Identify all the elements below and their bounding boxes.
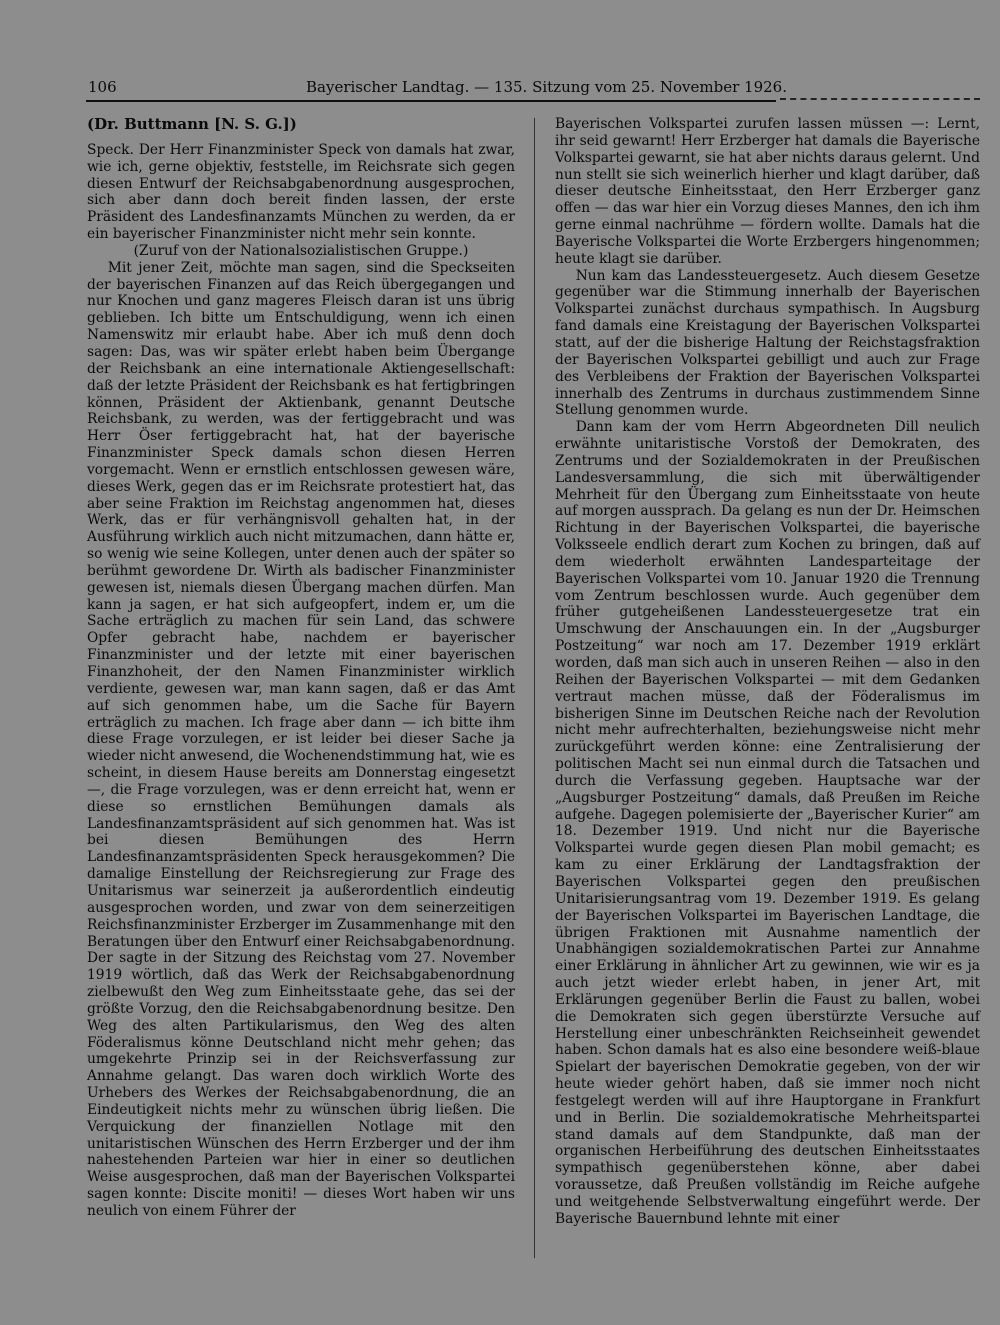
interjection: (Zuruf von der Nationalsozialistischen Gruppe.) [133, 242, 469, 259]
speaker-label: (Dr. Buttmann [N. S. G.]) [87, 115, 297, 133]
column-divider [534, 118, 535, 1258]
paragraph: Speck. Der Herr Finanzminister Speck von damals hat zwar, wie ich, gerne objektiv, feststelle, im Reichsrate sich gegen diesen Entwurf der Reichsabgabenordnung ausgesprochen, sich aber dann doch bereit finden lassen, der erste Präsident des Landesfinanzamts München zu werden, da er ein bayerischer Finanzminister nicht mehr sein konnte. [87, 141, 515, 243]
paragraph: Bayerischen Volkspartei zurufen lassen müssen —: Lernt, ihr seid gewarnt! Herr Erzberger hat damals die Bayerische Volkspartei gewarnt, sie hat aber nichts daraus gelernt. Und nun stellt sie sich weinerlich hierher und klagt darüber, daß dieser deutsche Einheitsstaat, den Herr Erzberger ganz offen — das war hier ein Vorzug dieses Mannes, den ich ihm gerne einmal nachrühme — fördern wollte. Damals hat die Bayerische Volkspartei die Worte Erzbergers hingenommen; heute klagt sie darüber. [555, 116, 981, 267]
paragraph: Nun kam das Landessteuergesetz. Auch diesem Gesetze gegenüber war die Stimmung innerhalb der Bayerischen Volkspartei zunächst durchaus sympathisch. In Augsburg fand damals eine Kreistagung der Bayerischen Volkspartei statt, auf der die bisherige Haltung der Reichstagsfraktion der Bayerischen Volkspartei gebilligt und auch zur Frage des Verbleibens der Fraktion der Bayerischen Volkspartei innerhalb des Zentrums in durchaus zustimmendem Sinne Stellung genommen wurde. [555, 267, 980, 419]
left-column [87, 116, 515, 1220]
paragraph: Dann kam der vom Herrn Abgeordneten Dill neulich erwähnte unitaristische Vorstoß der Demokraten, des Zentrums und der Sozialdemokraten in der Preußischen Landesversammlung, die sich mit überwältigender Mehrheit für den Übergang zum Einheitsstaate von heute auf morgen aussprach. Da gelang es nun der Dr. Heimschen Richtung in der Bayerischen Volkspartei, die bayerische Volksseele endlich derart zum Kochen zu bringen, daß auf dem wiederholt erwähnten Landesparteitage der Bayerischen Volkspartei vom 10. Januar 1920 die Trennung vom Zentrum beschlossen wurde. Auch gegenüber dem früher gutgeheißenen Landessteuergesetze trat ein Umschwung der Anschauungen ein. In der „Augsburger Postzeitung“ war noch am 17. Dezember 1919 erklärt worden, daß man sich auch in unseren Reihen — also in den Reihen der Bayerischen Volkspartei — mit dem Gedanken vertraut machen müsse, daß der Föderalismus im bisherigen Sinne im Deutschen Reiche nach der Revolution nicht mehr aufrechterhalten, beziehungsweise nicht mehr zurückgeführt werden könne: eine Zentralisierung der politischen Macht sei nun einmal durch die Tatsachen und durch die Verfassung gegeben. Hauptsache war der „Augsburger Postzeitung“ damals, daß Preußen im Reiche aufgehe. Dagegen polemisierte der „Bayerischer Kurier“ am 18. Dezember 1919. Und nicht nur die Bayerische Volkspartei wurde gegen diesen Plan mobil gemacht; es kam zu einer Erklärung der Landtagsfraktion der Bayerischen Volkspartei gegen den preußischen Unitarisierungsantrag vom 19. Dezember 1919. Es gelang der Bayerischen Volkspartei im Bayerischen Landtage, die übrigen Fraktionen mit Ausnahme namentlich der Unabhängigen sozialdemokratischen Partei zur Annahme einer Erklärung in ähnlicher Art zu gewinnen, wie wir es ja auch jetzt wieder erlebt haben, in jener Art, mit Erklärungen gegenüber Berlin die Faust zu ballen, wobei die Demokraten sich gegen überstürzte Versuche auf Herstellung einer unbeschränkten Reichseinheit gewendet haben. Schon damals hat es also eine besondere weiß-blaue Spielart der bayerischen Demokratie gegeben, von der wir heute wieder gehört haben, daß sie immer noch nicht festgelegt werden will auf ihre Hauptorgane in Frankfurt und in Berlin. Die sozialdemokratische Mehrheitspartei stand damals auf dem Standpunkte, daß man der organischen Herbeiführung des deutschen Einheitsstaates sympathisch gegenüberstehen könne, aber dabei voraussetze, daß Preußen vollständig im Reiche aufgehe und weitgehende Selbstverwaltung eingeführt werde. Der Bayerische Bauernbund lehnte mit einer [555, 419, 980, 1227]
page-number: 106 [88, 78, 117, 96]
header-rule-extension [780, 98, 980, 100]
right-column [555, 116, 980, 1228]
paragraph: Mit jener Zeit, möchte man sagen, sind die Speckseiten der bayerischen Finanzen auf das Reich übergegangen und nur Knochen und ganz mageres Fleisch daran ist uns übrig geblieben. Ich bitte um Entschuldigung, wenn ich einen Namenswitz mir erlaubt habe. Aber ich muß denn doch sagen: Das, was wir später erlebt haben beim Übergange der Reichsbank an eine internationale Aktiengesellschaft: daß der letzte Präsident der Reichsbank es hat fertigbringen können, Präsident der Aktienbank, genannt Deutsche Reichsbank, zu werden, was der fertiggebracht und was Herr Öser fertiggebracht hat, hat der bayerische Finanzminister Speck damals schon diesen Herren vorgemacht. Wenn er ernstlich entschlossen gewesen wäre, dieses Werk, gegen das er im Reichsrate protestiert hat, das aber seine Fraktion im Reichstag angenommen hat, dieses Werk, das er für verhängnisvoll gehalten hat, in der Ausführung wirklich auch nicht mitzumachen, dann hätte er, so wenig wie seine Kollegen, unter denen auch der später so berühmt gewordene Dr. Wirth als badischer Finanzminister gewesen ist, niemals diesen Übergang machen dürfen. Man kann ja sagen, er hat sich aufgeopfert, indem er, um die Sache erträglich zu machen für sein Land, das schwere Opfer gebracht habe, nachdem er bayerischer Finanzminister und der letzte mit einer bayerischen Finanzhoheit, der den Namen Finanzminister wirklich verdiente, gewesen war, man kann sagen, daß er das Amt auf sich genommen habe, um die Sache für Bayern erträglich zu machen. Ich frage aber dann — ich bitte ihm diese Frage vorzulegen, er ist leider bei dieser Sache ja wieder nicht anwesend, die Wochenendstimmung hat, wie es scheint, in diesem Hause bereits am Donnerstag eingesetzt —, die Frage vorzulegen, was er denn erreicht hat, wenn er diese so ernstlichen Bemühungen damals als Landesfinanzamtspräsident auf sich genommen hat. Was ist bei diesen Bemühungen des Herrn Landesfinanzamtspräsidenten Speck herausgekommen? Die damalige Einstellung der Reichsregierung zur Frage des Unitarismus war seinerzeit ja außerordentlich eindeutig ausgesprochen worden, und zwar von dem seinerzeitigen Reichsfinanzminister Erzberger im Zusammenhange mit den Beratungen über den Entwurf einer Reichsabgabenordnung. Der sagte in der Sitzung des Reichstag vom 27. November 1919 wörtlich, daß das Werk der Reichsabgabenordnung zielbewußt den Weg zum Einheitsstaate gehe, das sei der größte Vorzug, den die Reichsabgabenordnung besitze. Den Weg des alten Partikularismus, den Weg des alten Föderalismus könne Deutschland nicht mehr gehen; das umgekehrte Prinzip sei in der Reichsverfassung zur Annahme gelangt. Das waren doch wirklich Worte des Urhebers des Werkes der Reichsabgabenordnung, die an Eindeutigkeit nichts mehr zu wünschen übrig ließen. Die Verquickung der finanziellen Notlage mit den unitaristischen Wünschen des Herrn Erzberger und der ihm nahestehenden Parteien war hier in einer so deutlichen Weise ausgesprochen, daß man der Bayerischen Volkspartei sagen konnte: Discite moniti! — dieses Wort haben wir uns neulich von einem Führer der [87, 259, 515, 1219]
running-title: Bayerischer Landtag. — 135. Sitzung vom 25. November 1926. [306, 78, 787, 96]
page-header [86, 76, 787, 102]
